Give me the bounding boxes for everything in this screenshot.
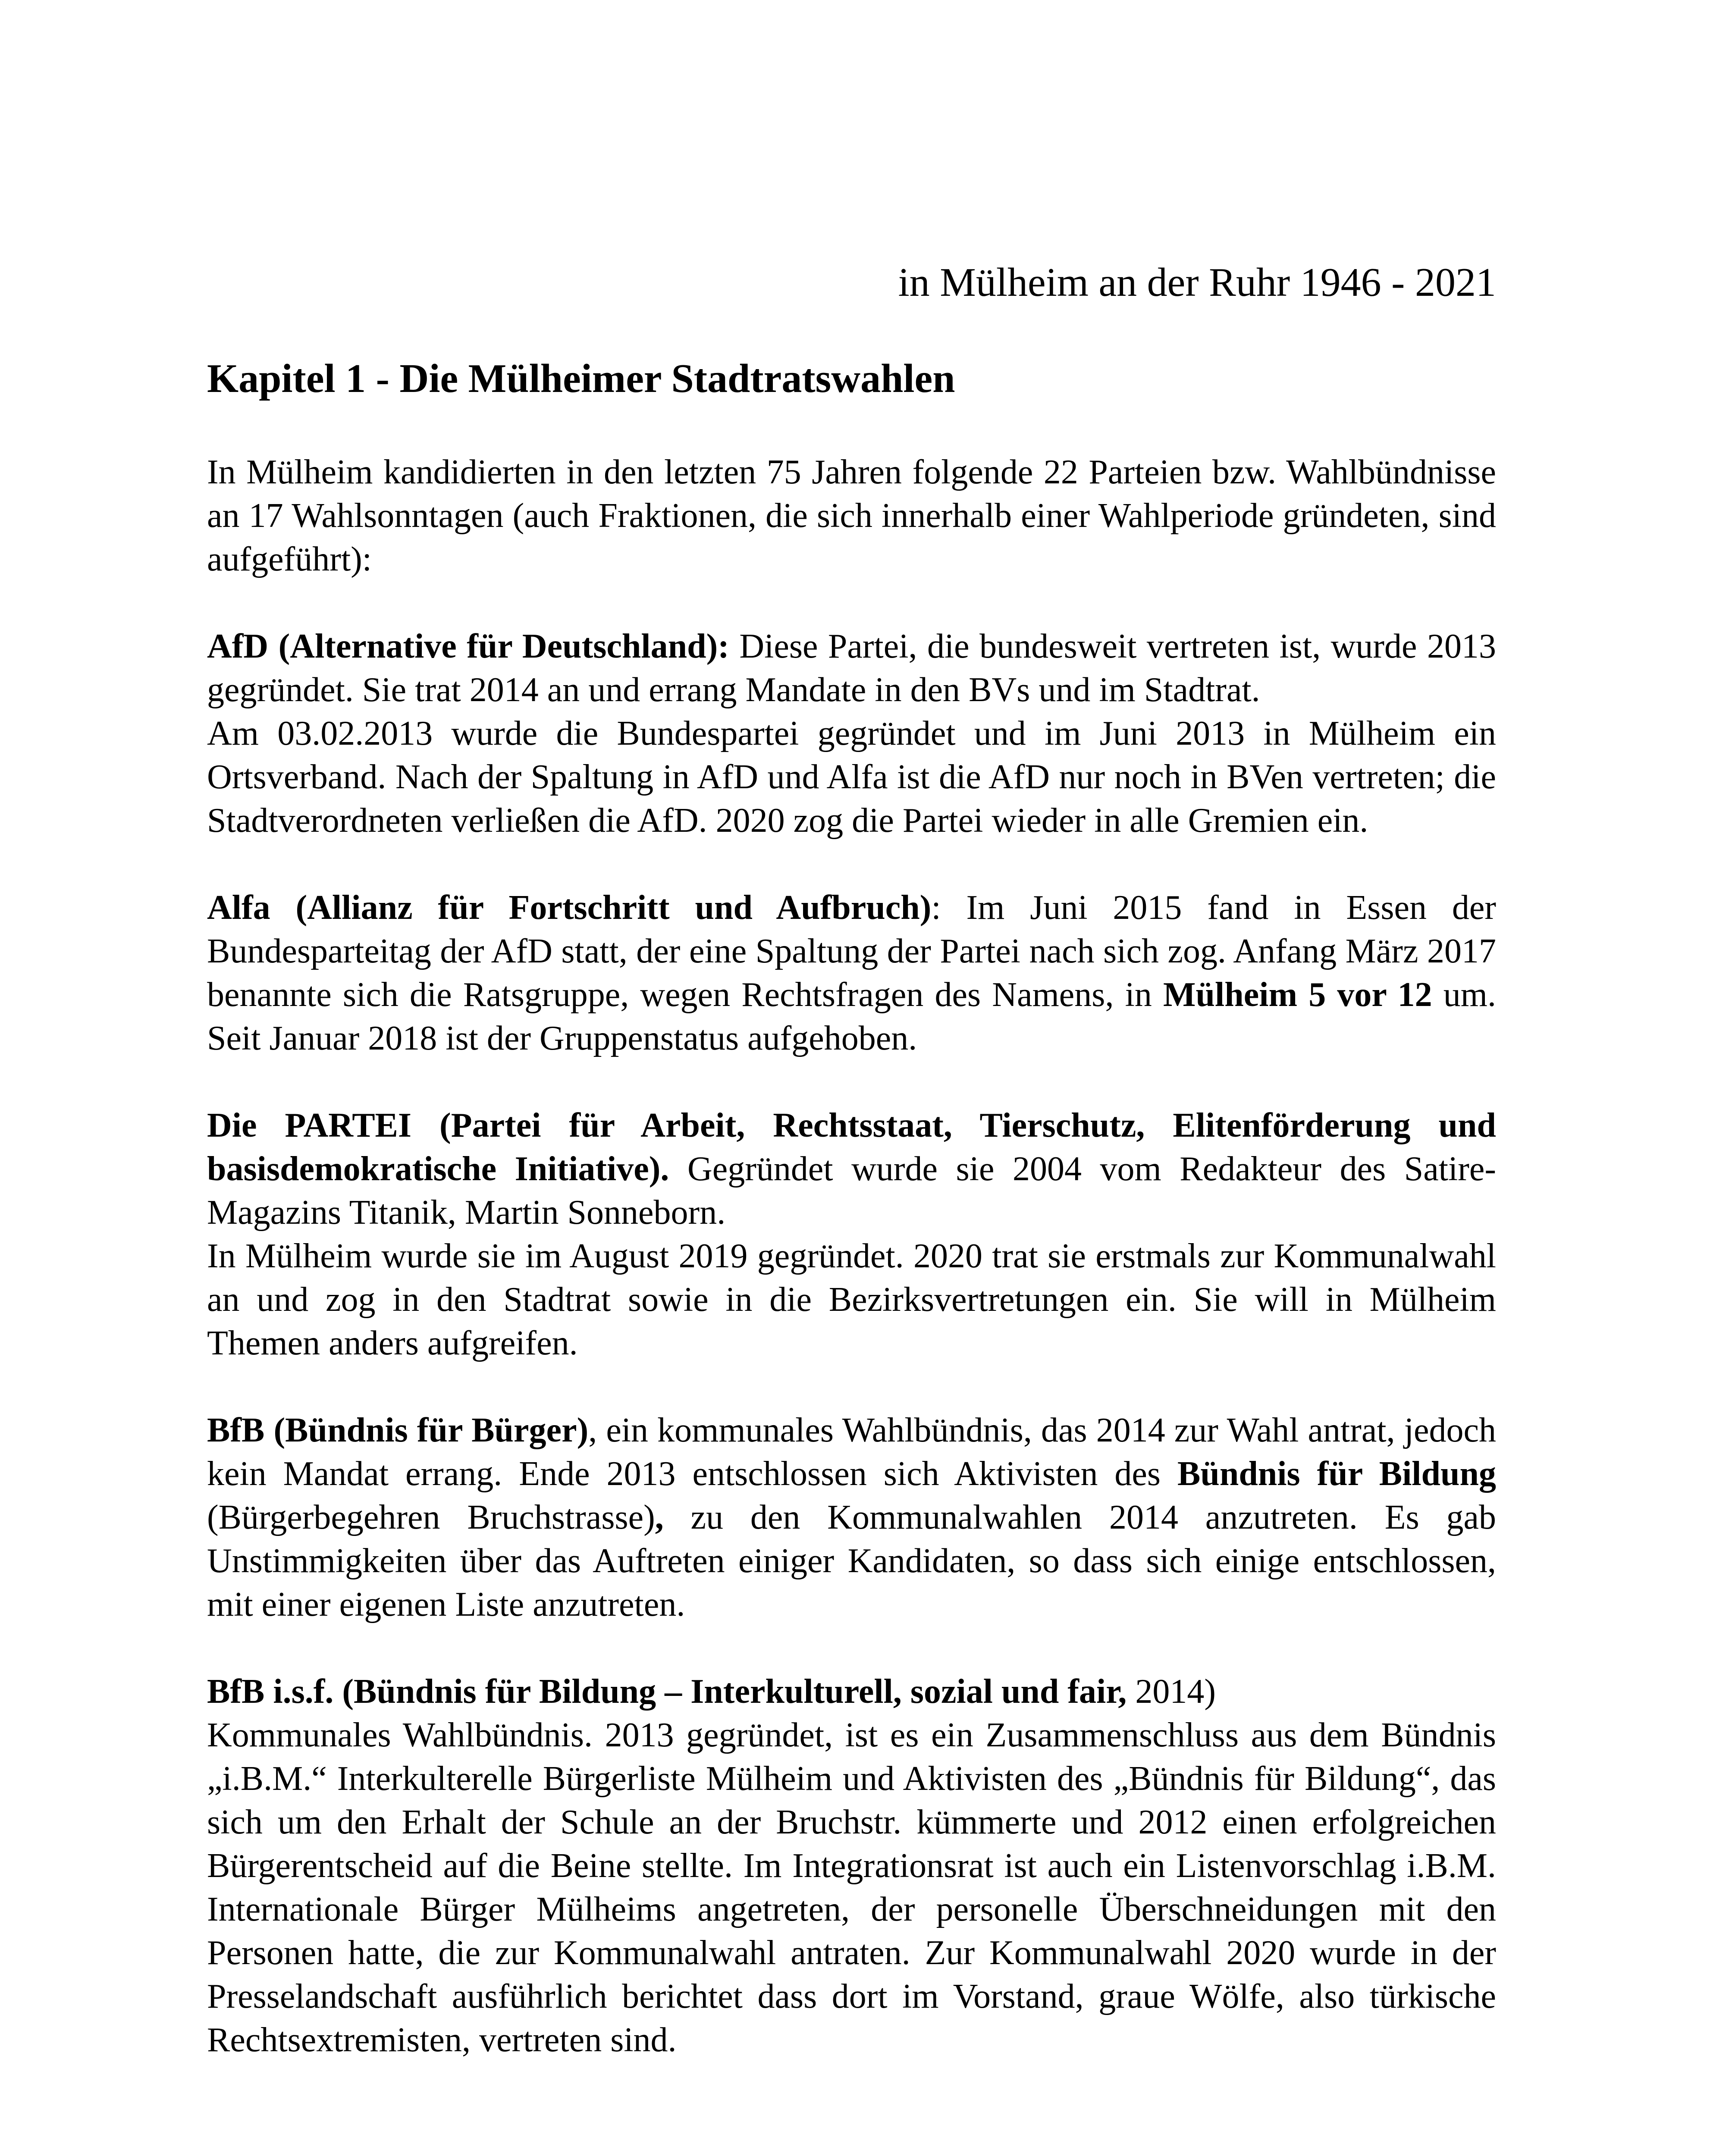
bfb-isf-heading <box>207 1670 1496 1714</box>
partei-description: Gegründet wurde sie 2004 vom Redakteur des Satire-Magazins Titanik, Martin Sonneborn. <box>207 1150 1496 1232</box>
chapter-title: Kapitel 1 - Die Mülheimer Stadtratswahlen <box>207 356 955 401</box>
intro-paragraph: In Mülheim kandidierten in den letzten 75 Jahren folgende 22 Parteien bzw. Wahlbündnisse an 17 Wahlsonntagen (auch Fraktionen, die sich innerhalb einer Wahlperiode gründeten, sind aufgeführt): <box>207 453 1496 578</box>
bfb-isf-year: 2014) <box>1126 1673 1216 1711</box>
bfb-bold-reference: Bündnis für Bildung <box>1177 1455 1497 1493</box>
alfa-paragraph <box>207 886 1496 1060</box>
partei-paragraph <box>207 1104 1496 1235</box>
afd-party-name: AfD (Alternative für Deutschland): <box>207 627 729 665</box>
bfb-isf-paragraph: Kommunales Wahlbündnis. 2013 gegründet, ist es ein Zusammenschluss aus dem Bündnis „i.B.M.“ Interkulterelle Bürgerliste Mülheim und Aktivisten des „Bündnis für Bildung“, das sich um den Erhalt der Schule an der Bruchstr. kümmerte und 2012 einen erfolgreichen Bürgerentscheid auf die Beine stellte. Im Integrationsrat ist auch ein Listenvorschlag i.B.M. Internationale Bürger Mülheims angetreten, der personelle Überschneidungen mit den Personen hatte, die zur Kommunalwahl antraten. Zur Kommunalwahl 2020 wurde in der Presselandschaft ausführlich berichtet dass dort im Vorstand, graue Wölfe, also türkische Rechtsextremisten, vertreten sind. <box>207 1716 1496 2059</box>
bfb-isf-party-name: BfB i.s.f. (Bündnis für Bildung – Interkulturell, sozial und fair, <box>207 1673 1127 1711</box>
afd-history-paragraph: Am 03.02.2013 wurde die Bundespartei gegründet und im Juni 2013 in Mülheim ein Ortsverband. Nach der Spaltung in AfD und Alfa ist die AfD nur noch in BVen vertreten; die Stadtverordneten verließen die AfD. 2020 zog die Partei wieder in alle Gremien ein. <box>207 714 1496 840</box>
bfb-paragraph <box>207 1409 1496 1626</box>
alfa-new-name: Mülheim 5 vor 12 <box>1163 976 1432 1014</box>
alfa-description: : Im Juni 2015 fand in Essen der Bundesparteitag der AfD statt, der eine Spaltung der Partei nach sich zog. Anfang März 2017 benannte sich die Ratsgruppe, wegen Rechtsfragen des Namens, in <box>207 889 1496 1014</box>
bfb-bold-comma: , <box>655 1498 664 1536</box>
running-header: in Mülheim an der Ruhr 1946 - 2021 <box>898 260 1496 305</box>
afd-paragraph <box>207 625 1496 712</box>
alfa-description-end: um. Seit Januar 2018 ist der Gruppenstatus aufgehoben. <box>207 976 1497 1057</box>
afd-description: Diese Partei, die bundesweit vertreten ist, wurde 2013 gegründet. Sie trat 2014 an und errang Mandate in den BVs und im Stadtrat. <box>207 627 1496 709</box>
alfa-party-name: Alfa (Allianz für Fortschritt und Aufbruch) <box>207 889 932 927</box>
partei-party-name: Die PARTEI (Partei für Arbeit, Rechtsstaat, Tierschutz, Elitenförderung und basisdemokratische Initiative). <box>207 1106 1496 1188</box>
body-text <box>207 451 1496 2062</box>
bfb-description-mid: (Bürgerbegehren Bruchstrasse) <box>207 1498 655 1536</box>
bfb-party-name: BfB (Bündnis für Bürger) <box>207 1411 589 1449</box>
bfb-description: , ein kommunales Wahlbündnis, das 2014 zur Wahl antrat, jedoch kein Mandat errang. Ende 2013 entschlossen sich Aktivisten des <box>207 1411 1496 1493</box>
partei-history-paragraph: In Mülheim wurde sie im August 2019 gegründet. 2020 trat sie erstmals zur Kommunalwahl an und zog in den Stadtrat sowie in die Bezirksvertretungen ein. Sie will in Mülheim Themen anders aufgreifen. <box>207 1237 1496 1362</box>
bfb-description-end: zu den Kommunalwahlen 2014 anzutreten. Es gab Unstimmigkeiten über das Auftreten einiger Kandidaten, so dass sich einige entschlossen, mit einer eigenen Liste anzutreten. <box>207 1498 1497 1623</box>
